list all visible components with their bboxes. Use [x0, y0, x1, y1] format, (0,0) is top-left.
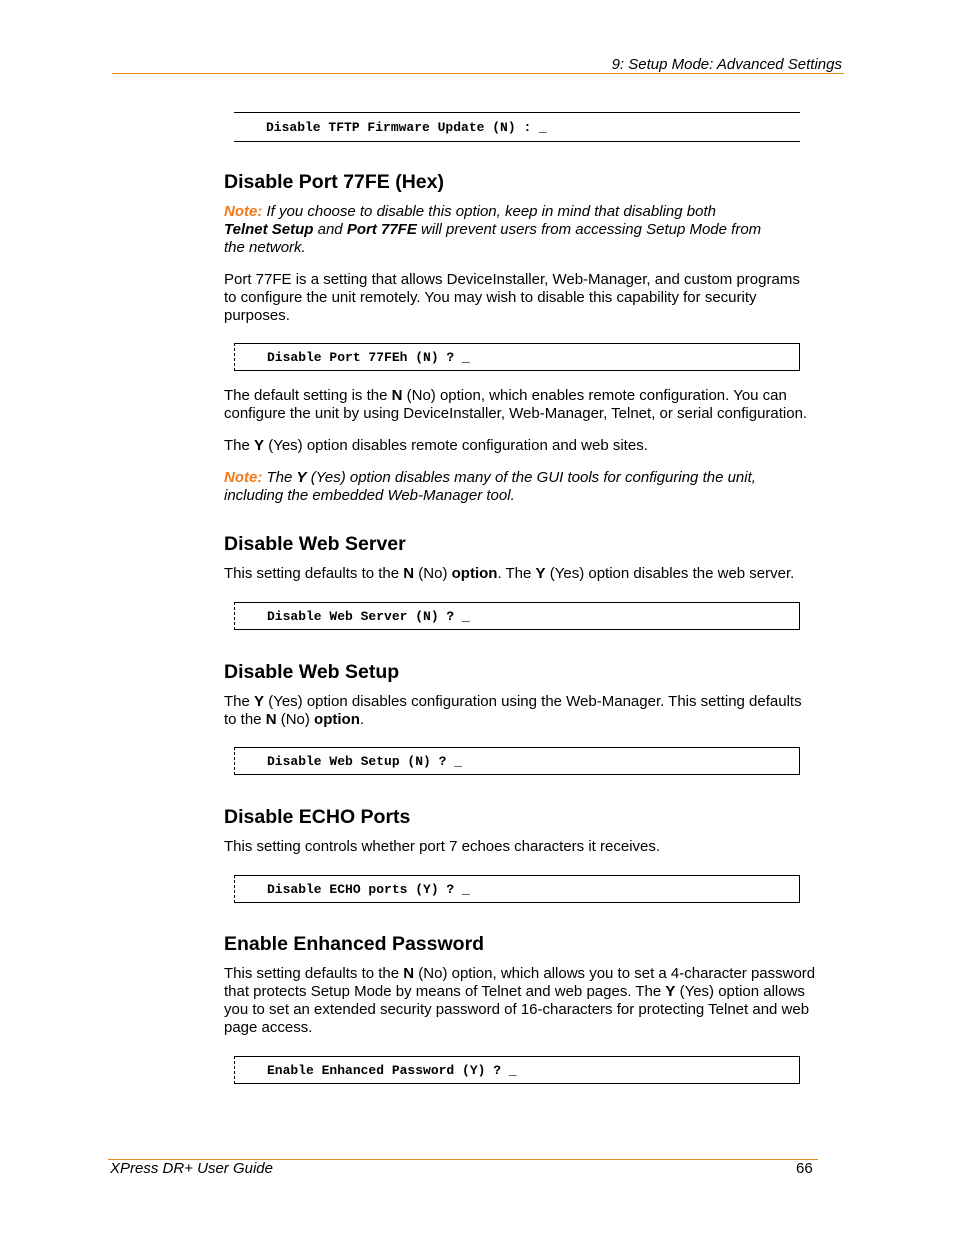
paragraph-echo-ports: This setting controls whether port 7 echoes characters it receives. [224, 838, 661, 855]
heading-disable-echo-ports: Disable ECHO Ports [224, 806, 411, 828]
code-box-tftp [234, 112, 800, 142]
code-text-echo-ports: Disable ECHO ports (Y) ? _ [267, 882, 470, 897]
heading-disable-web-setup: Disable Web Setup [224, 661, 400, 683]
note-port-77fe [224, 203, 844, 257]
heading-disable-web-server: Disable Web Server [224, 533, 406, 555]
note-line-1: Note: If you choose to disable this option, keep in mind that disabling both [224, 203, 716, 220]
note-port-77fe-gui: Note: The Y (Yes) option disables many of the GUI tools for configuring the unit, including the embedded Web-Manager tool. [224, 469, 756, 504]
code-box-enhanced-password [234, 1056, 800, 1084]
note-line-2: Telnet Setup and Port 77FE will prevent users from accessing Setup Mode from [224, 221, 762, 238]
paragraph-port-77fe-default: The default setting is the N (No) option, which enables remote configuration. You can configure the unit by using DeviceInstaller, Web-Manager, Telnet, or serial configuration. [224, 387, 808, 422]
page-number: 66 [796, 1160, 813, 1177]
running-header: 9: Setup Mode: Advanced Settings [611, 56, 842, 73]
code-text-tftp: Disable TFTP Firmware Update (N) : _ [266, 120, 547, 135]
paragraph-port-77fe-yes: The Y (Yes) option disables remote configuration and web sites. [224, 437, 648, 454]
code-text-port-77fe: Disable Port 77FEh (N) ? _ [267, 350, 470, 365]
code-box-web-server [234, 602, 800, 630]
paragraph-web-setup: The Y (Yes) option disables configuration using the Web-Manager. This setting defaults to the N (No) option. [224, 693, 802, 728]
code-box-echo-ports [234, 875, 800, 903]
code-box-web-setup [234, 747, 800, 775]
header-rule [112, 73, 844, 74]
heading-disable-port-77fe: Disable Port 77FE (Hex) [224, 171, 444, 193]
code-text-enhanced-password: Enable Enhanced Password (Y) ? _ [267, 1063, 517, 1078]
code-text-web-server: Disable Web Server (N) ? _ [267, 609, 470, 624]
note-label: Note: [224, 203, 263, 220]
footer-title: XPress DR+ User Guide [110, 1160, 273, 1177]
code-box-port-77fe [234, 343, 800, 371]
note-line-3: the network. [224, 239, 306, 256]
note-label: Note: [224, 469, 263, 486]
heading-enable-enhanced-password: Enable Enhanced Password [224, 933, 485, 955]
code-text-web-setup: Disable Web Setup (N) ? _ [267, 754, 463, 769]
paragraph-web-server: This setting defaults to the N (No) option. The Y (Yes) option disables the web server. [224, 565, 795, 582]
paragraph-port-77fe-description: Port 77FE is a setting that allows DeviceInstaller, Web-Manager, and custom programs to configure the unit remotely. You may wish to disable this capability for security purposes. [224, 271, 800, 324]
paragraph-enhanced-password: This setting defaults to the N (No) option, which allows you to set a 4-character password that protects Setup Mode by means of Telnet and web pages. The Y (Yes) option allows you to set an extended security password of 16-characters for protecting Telnet and web page access. [224, 965, 816, 1036]
